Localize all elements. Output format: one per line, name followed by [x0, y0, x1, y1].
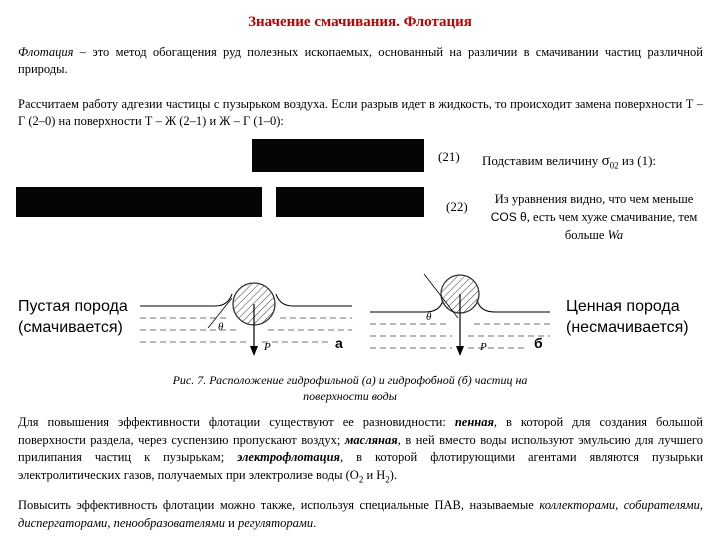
term-oil: масляная	[344, 432, 398, 447]
surfactants-text: Повысить эффективность флотации можно также, используя специальные ПАВ, называемые	[18, 498, 540, 512]
adhesion-paragraph: Рассчитаем работу адгезии частицы с пузырьком воздуха. Если разрыв идет в жидкость, то происходит замена поверхности Т – Г (2–0) на поверхности Т – Ж (2–1) и Ж – Г (1–0):	[18, 97, 703, 128]
varieties-text: Для повышения эффективности флотации существуют ее разновидности:	[18, 415, 455, 429]
remark-cos: COS θ	[490, 210, 527, 224]
waste-rock-label	[18, 296, 128, 338]
page-title: Значение смачивания. Флотация	[248, 14, 472, 30]
waste-rock-line1: Пустая порода	[18, 298, 128, 315]
equation-21-number: (21)	[438, 149, 460, 164]
term-regulators: регуляторами	[237, 515, 314, 530]
sigma-symbol: σ	[601, 153, 610, 169]
surfactants-text: и	[225, 515, 238, 530]
valuable-rock-line1: Ценная порода	[566, 298, 680, 315]
h2-subscript: 2	[385, 474, 390, 484]
waste-rock-line2: (смачивается)	[18, 319, 123, 336]
varieties-text: , в которой флотирующими агентами являются пузырьки электролитических газов, получаемых при электролизе воды (O	[18, 450, 704, 482]
force-arrowhead-a	[250, 346, 258, 356]
water-surface-left-b	[370, 300, 443, 312]
equation-22-redacted-left	[16, 187, 262, 217]
o2-subscript: 2	[358, 474, 364, 484]
surfactants-text: ,	[699, 498, 704, 512]
definition-paragraph	[18, 44, 703, 78]
substitute-prefix: Подставим величину	[482, 153, 602, 168]
term-collectors: коллекторами	[539, 498, 616, 512]
definition-term: Флотация	[18, 45, 74, 59]
hydrophilic-particle-diagram	[140, 283, 352, 356]
force-label-b: P	[480, 341, 487, 353]
varieties-paragraph	[18, 414, 703, 489]
term-gatherers: собирателями	[623, 498, 700, 512]
surfactants-paragraph	[18, 497, 703, 532]
hydrophobic-particle-diagram	[370, 274, 550, 356]
label-b: б	[534, 335, 543, 351]
equation-remark	[490, 190, 698, 244]
term-electroflotation: электрофлотация	[237, 450, 340, 464]
surfactants-text: ,	[107, 515, 114, 530]
valuable-rock-line2: (несмачивается)	[566, 319, 689, 336]
substitute-suffix: из (1):	[618, 153, 657, 168]
remark-middle: , есть чем хуже смачивание, тем больше	[526, 210, 698, 242]
water-surface-right-b	[477, 300, 550, 312]
varieties-text: ).	[389, 467, 398, 482]
figure-caption: Рис. 7. Расположение гидрофильной (а) и гидрофобной (б) частиц на поверхности воды	[172, 373, 528, 403]
flotation-figure	[140, 268, 560, 368]
force-label-a: P	[264, 341, 271, 353]
theta-label-b: θ	[426, 311, 432, 323]
remark-wa: Wa	[607, 228, 624, 242]
remark-prefix: Из уравнения видно, что чем меньше	[494, 192, 694, 206]
water-surface-right-a	[276, 294, 352, 306]
valuable-rock-label	[566, 296, 689, 338]
substitute-note	[482, 153, 656, 171]
surfactants-text: ,	[615, 498, 624, 512]
varieties-text: , в которой для создания большой поверхности раздела, через суспензию пропускают воздух;	[18, 415, 703, 447]
force-arrowhead-b	[456, 346, 464, 356]
definition-text: – это метод обогащения руд полезных ископаемых, основанный на различии в смачивании частиц различной природы.	[18, 45, 703, 76]
sigma-subscript: 02	[609, 160, 619, 171]
equation-22-redacted-right	[276, 187, 424, 217]
equation-22-number: (22)	[446, 199, 468, 214]
term-foaming-agents: пенообразователями	[113, 515, 225, 530]
term-foam: пенная	[454, 415, 494, 429]
label-a: а	[335, 335, 343, 351]
surfactants-text: .	[313, 515, 317, 530]
theta-label-a: θ	[218, 321, 224, 333]
term-dispersants: диспергаторами	[18, 515, 108, 530]
equation-21-redacted	[252, 139, 424, 172]
water-surface-left-a	[140, 294, 232, 306]
varieties-text: , в ней вместо воды используют эмульсию для лучшего прилипания частиц к пузырькам;	[18, 432, 704, 464]
varieties-text: и H	[363, 467, 386, 482]
